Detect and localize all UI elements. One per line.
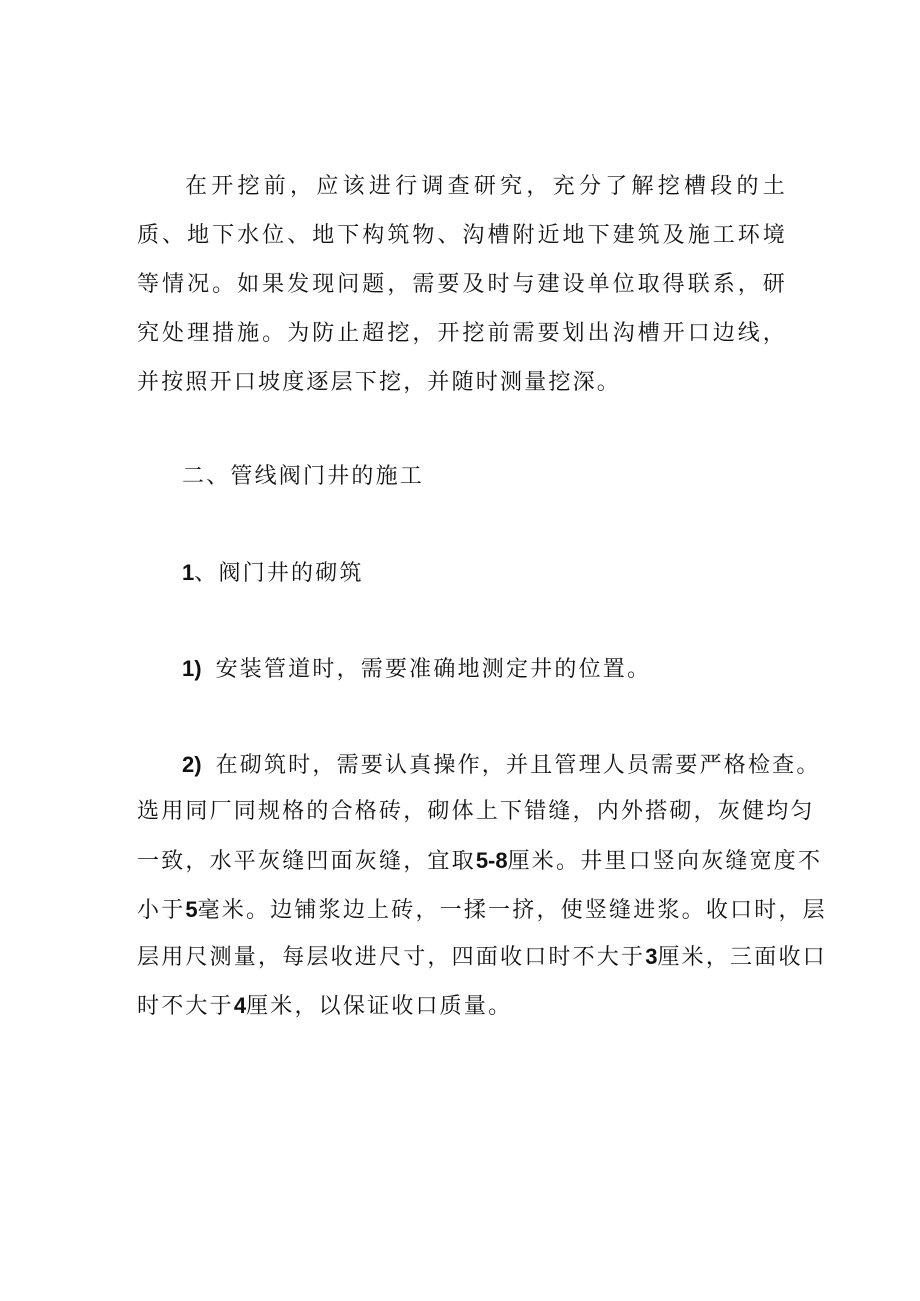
number-run: 5-8	[475, 848, 508, 873]
text-run: 层用尺测量，每层收进尺寸，四面收口时不大于	[137, 945, 646, 970]
text-run: 厘米，以保证收口质量。	[246, 994, 513, 1019]
text-run: 小于	[137, 898, 186, 923]
text-run: 厘米，三面收口	[657, 945, 827, 970]
number-run: 5	[185, 897, 198, 922]
list-item-number: 2)	[182, 752, 202, 777]
list-item-2-line-5	[137, 942, 827, 973]
text-run: 时不大于	[137, 994, 234, 1019]
number-run: 4	[233, 993, 247, 1018]
list-item-2-line-6	[137, 991, 512, 1022]
list-item-text: 安装管道时，需要准确地测定井的位置。	[215, 657, 652, 682]
text-run: 厘米。井里口竖向灰缝宽度不	[507, 849, 823, 874]
list-item-number: 1)	[182, 656, 202, 681]
list-item-2-line-2: 选用同厂同规格的合格砖，砌体上下错缝，内外搭砌，灰健均匀	[137, 799, 815, 824]
section-heading-valve-well-construction: 二、管线阀门井的施工	[182, 464, 425, 489]
paragraph-excavation: 在开挖前，应该进行调查研究，充分了解挖槽段的土质、地下水位、地下构筑物、沟槽附近地下建筑及施工环境等情况。如果发现问题，需要及时与建设单位取得联系，研究处理措施。为防止超挖，开挖前需要划出沟槽开口边线，并按照开口坡度逐层下挖，并随时测量挖深。	[137, 174, 787, 395]
text-run: 毫米。边铺浆边上砖，一揉一挤，使竖缝进浆。收口时，层	[197, 898, 827, 923]
list-item-2-line-1	[182, 750, 821, 781]
list-item-1	[182, 654, 651, 685]
number-run: 3	[645, 944, 658, 969]
text-run: 一致，水平灰缝凹面灰缝，宜取	[137, 849, 476, 874]
list-item-2-line-3	[137, 846, 822, 877]
subsection-heading-masonry	[182, 558, 364, 589]
subsection-number: 1	[182, 560, 195, 585]
subsection-title: 、阀门井的砌筑	[194, 561, 364, 586]
list-item-text: 在砌筑时，需要认真操作，并且管理人员需要严格检查。	[215, 753, 821, 778]
list-item-2-line-4	[137, 895, 827, 926]
